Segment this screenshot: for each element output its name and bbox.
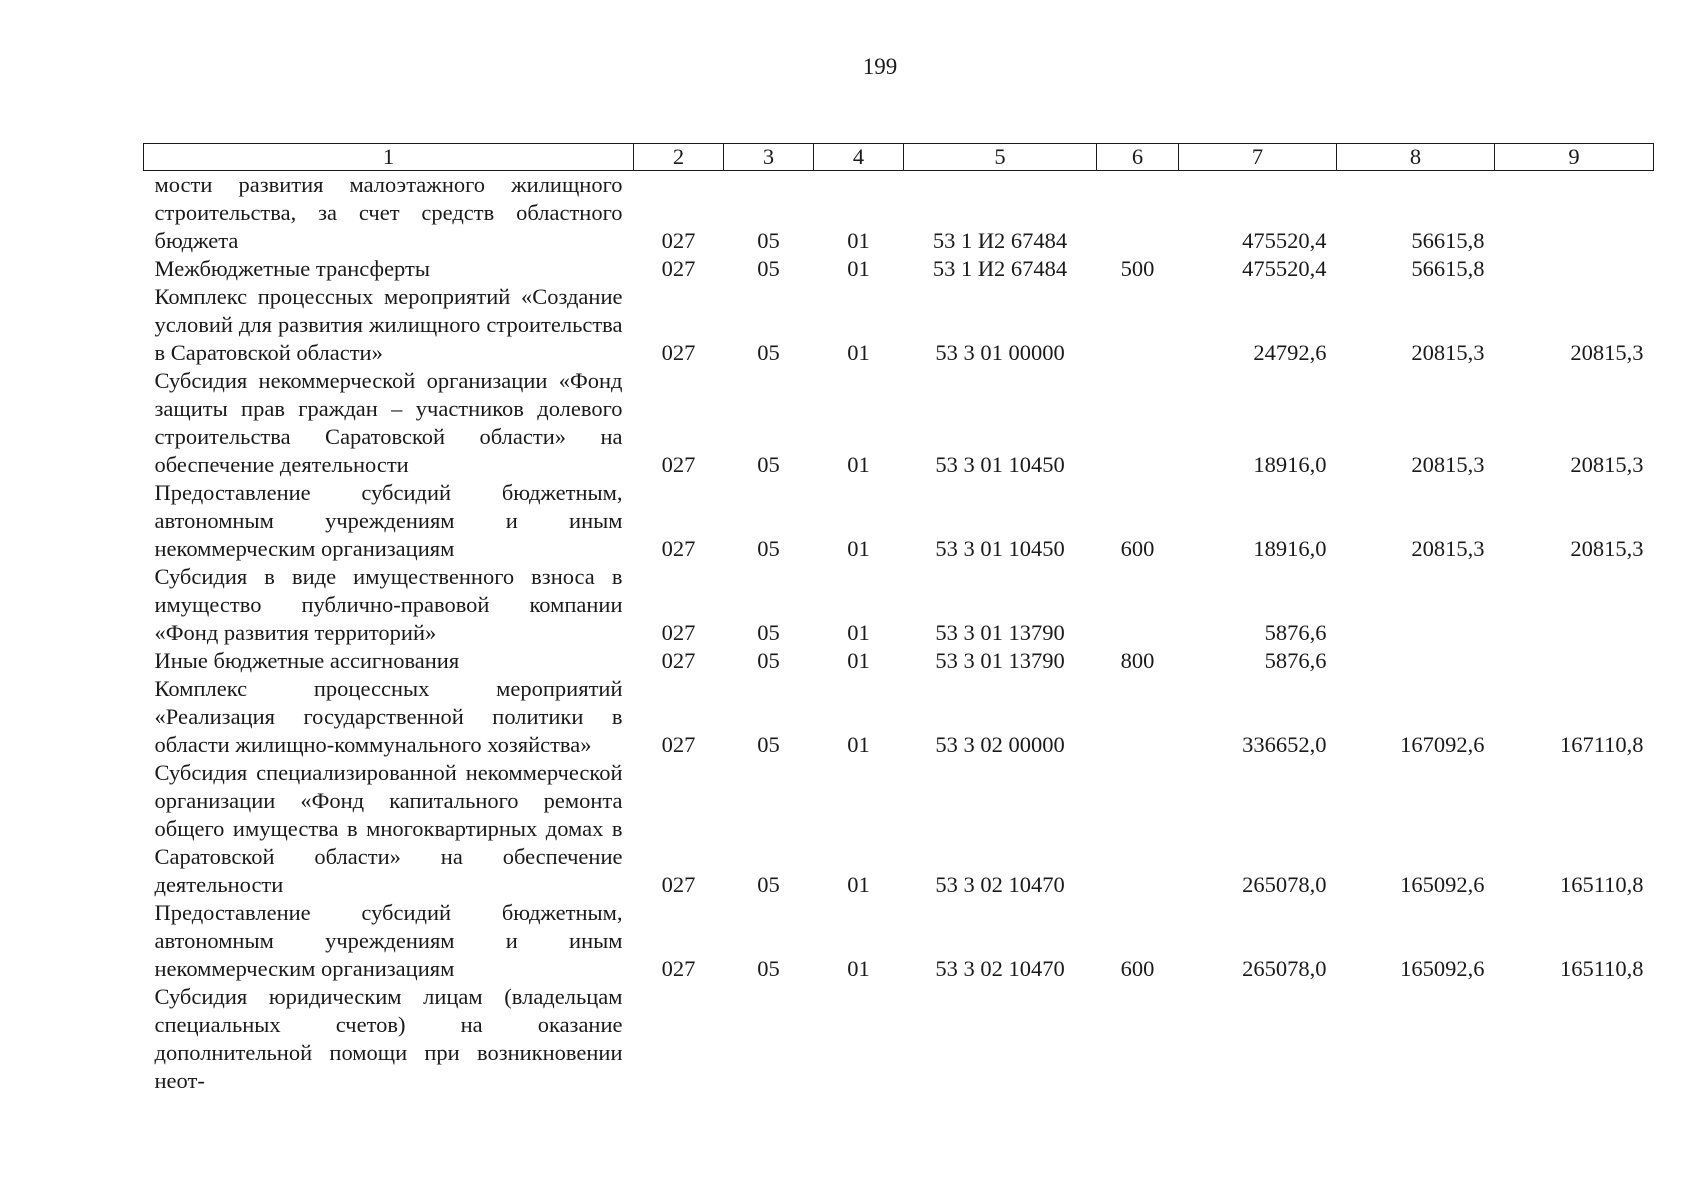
row-expense-type bbox=[1097, 563, 1179, 647]
row-target-article: 53 3 01 10450 bbox=[935, 536, 1065, 561]
header-cell: 9 bbox=[1495, 144, 1654, 171]
row-expense-type: 500 bbox=[1120, 256, 1155, 281]
row-amount-col7: 24792,6 bbox=[1253, 340, 1327, 365]
row-amount-col8: 20815,3 bbox=[1411, 340, 1485, 365]
row-amount-col9 bbox=[1495, 171, 1654, 256]
row-amount-col7: 265078,0 bbox=[1242, 872, 1327, 897]
row-amount-col9: 167110,8 bbox=[1559, 732, 1644, 757]
table-row-partial bbox=[144, 983, 1654, 1095]
row-subsection: 01 bbox=[847, 536, 870, 561]
table-row bbox=[144, 899, 1654, 983]
table-row bbox=[144, 759, 1654, 899]
row-amount-col9: 20815,3 bbox=[1570, 536, 1644, 561]
row-section: 05 bbox=[757, 452, 780, 477]
row-amount-col8 bbox=[1337, 563, 1495, 647]
row-expense-type: 800 bbox=[1120, 648, 1155, 673]
row-subsection: 01 bbox=[847, 872, 870, 897]
row-amount-col7: 18916,0 bbox=[1253, 452, 1327, 477]
row-description: Иные бюджетные ассигнования bbox=[154, 648, 460, 673]
row-amount-col7: 265078,0 bbox=[1242, 956, 1327, 981]
row-subsection: 01 bbox=[847, 452, 870, 477]
row-target-article: 53 3 01 13790 bbox=[935, 648, 1065, 673]
header-cell: 4 bbox=[814, 144, 904, 171]
row-target-article: 53 1 И2 67484 bbox=[932, 256, 1068, 281]
row-section: 05 bbox=[757, 872, 780, 897]
row-ministry-code: 027 bbox=[661, 620, 696, 645]
row-expense-type bbox=[1097, 675, 1179, 759]
row-section: 05 bbox=[757, 648, 780, 673]
row-amount-col9: 165110,8 bbox=[1559, 956, 1644, 981]
row-amount-col8: 20815,3 bbox=[1411, 452, 1485, 477]
row-amount-col9 bbox=[1495, 563, 1654, 647]
row-amount-col7: 475520,4 bbox=[1242, 256, 1327, 281]
row-expense-type bbox=[1097, 367, 1179, 479]
row-section: 05 bbox=[757, 228, 780, 253]
row-amount-col9 bbox=[1495, 647, 1654, 675]
row-description: Межбюджетные трансферты bbox=[154, 256, 430, 281]
table-row bbox=[144, 367, 1654, 479]
row-subsection: 01 bbox=[847, 256, 870, 281]
table-row bbox=[144, 171, 1654, 256]
row-amount-col8: 165092,6 bbox=[1400, 872, 1485, 897]
row-ministry-code: 027 bbox=[661, 228, 696, 253]
row-target-article: 53 1 И2 67484 bbox=[932, 228, 1068, 253]
page-number: 199 bbox=[862, 54, 898, 79]
row-ministry-code: 027 bbox=[661, 648, 696, 673]
row-description: мости развития малоэтажного жилищного строительства, за счет средств областного бюджета bbox=[154, 172, 623, 253]
row-description-partial: Субсидия юридическим лицам (владельцам специальных счетов) на оказание дополнительной помощи при возникновении неот- bbox=[154, 984, 623, 1093]
row-target-article: 53 3 01 00000 bbox=[935, 340, 1065, 365]
row-target-article: 53 3 02 10470 bbox=[935, 872, 1065, 897]
budget-table-wrapper bbox=[143, 143, 1653, 1095]
row-section: 05 bbox=[757, 536, 780, 561]
header-cell: 5 bbox=[904, 144, 1097, 171]
row-amount-col8: 56615,8 bbox=[1411, 228, 1485, 253]
row-description: Предоставление субсидий бюджетным, автономным учреждениям и иным некоммерческим организациям bbox=[154, 900, 623, 981]
budget-table bbox=[143, 143, 1654, 1095]
header-cell: 6 bbox=[1097, 144, 1179, 171]
table-header-row bbox=[144, 144, 1654, 171]
row-amount-col7: 18916,0 bbox=[1253, 536, 1327, 561]
header-cell: 8 bbox=[1337, 144, 1495, 171]
row-section: 05 bbox=[757, 732, 780, 757]
row-ministry-code: 027 bbox=[661, 256, 696, 281]
row-subsection: 01 bbox=[847, 648, 870, 673]
row-subsection: 01 bbox=[847, 956, 870, 981]
row-amount-col7: 5876,6 bbox=[1264, 620, 1327, 645]
header-cell: 3 bbox=[724, 144, 814, 171]
row-description: Комплекс процессных мероприятий «Создание условий для развития жилищного строительства в Саратовской области» bbox=[154, 284, 623, 365]
row-description: Комплекс процессных мероприятий «Реализация государственной политики в области жилищно-коммунального хозяйства» bbox=[154, 676, 623, 757]
row-amount-col8 bbox=[1337, 647, 1495, 675]
row-target-article: 53 3 01 13790 bbox=[935, 620, 1065, 645]
table-row bbox=[144, 479, 1654, 563]
row-section: 05 bbox=[757, 340, 780, 365]
row-ministry-code: 027 bbox=[661, 536, 696, 561]
row-description: Субсидия в виде имущественного взноса в имущество публично-правовой компании «Фонд развития территорий» bbox=[154, 564, 623, 645]
row-amount-col8: 167092,6 bbox=[1400, 732, 1485, 757]
row-section: 05 bbox=[757, 620, 780, 645]
row-amount-col9 bbox=[1495, 255, 1654, 283]
row-amount-col9: 20815,3 bbox=[1570, 452, 1644, 477]
table-row bbox=[144, 255, 1654, 283]
row-subsection: 01 bbox=[847, 732, 870, 757]
row-ministry-code: 027 bbox=[661, 872, 696, 897]
row-ministry-code: 027 bbox=[661, 956, 696, 981]
row-amount-col7: 5876,6 bbox=[1264, 648, 1327, 673]
row-description: Субсидия специализированной некоммерческой организации «Фонд капитального ремонта общего имущества в многоквартирных домах в Саратовской области» на обеспечение деятельности bbox=[154, 760, 623, 897]
row-ministry-code: 027 bbox=[661, 452, 696, 477]
row-expense-type: 600 bbox=[1120, 956, 1155, 981]
row-ministry-code: 027 bbox=[661, 340, 696, 365]
row-amount-col9: 165110,8 bbox=[1559, 872, 1644, 897]
row-expense-type bbox=[1097, 171, 1179, 256]
row-amount-col9: 20815,3 bbox=[1570, 340, 1644, 365]
row-amount-col7: 336652,0 bbox=[1242, 732, 1327, 757]
table-row bbox=[144, 675, 1654, 759]
row-amount-col7: 475520,4 bbox=[1242, 228, 1327, 253]
row-amount-col8: 165092,6 bbox=[1400, 956, 1485, 981]
row-expense-type: 600 bbox=[1120, 536, 1155, 561]
row-amount-col8: 20815,3 bbox=[1411, 536, 1485, 561]
row-description: Предоставление субсидий бюджетным, автономным учреждениям и иным некоммерческим организациям bbox=[154, 480, 623, 561]
row-subsection: 01 bbox=[847, 228, 870, 253]
header-cell: 1 bbox=[144, 144, 634, 171]
row-target-article: 53 3 02 00000 bbox=[935, 732, 1065, 757]
table-row bbox=[144, 283, 1654, 367]
table-row bbox=[144, 563, 1654, 647]
table-row bbox=[144, 647, 1654, 675]
row-subsection: 01 bbox=[847, 620, 870, 645]
row-target-article: 53 3 01 10450 bbox=[935, 452, 1065, 477]
row-target-article: 53 3 02 10470 bbox=[935, 956, 1065, 981]
row-section: 05 bbox=[757, 256, 780, 281]
header-cell: 2 bbox=[634, 144, 724, 171]
row-description: Субсидия некоммерческой организации «Фонд защиты прав граждан – участников долевого строительства Саратовской области» на обеспечение деятельности bbox=[154, 368, 623, 477]
row-expense-type bbox=[1097, 759, 1179, 899]
row-ministry-code: 027 bbox=[661, 732, 696, 757]
row-subsection: 01 bbox=[847, 340, 870, 365]
row-amount-col8: 56615,8 bbox=[1411, 256, 1485, 281]
header-cell: 7 bbox=[1179, 144, 1337, 171]
row-section: 05 bbox=[757, 956, 780, 981]
row-expense-type bbox=[1097, 283, 1179, 367]
